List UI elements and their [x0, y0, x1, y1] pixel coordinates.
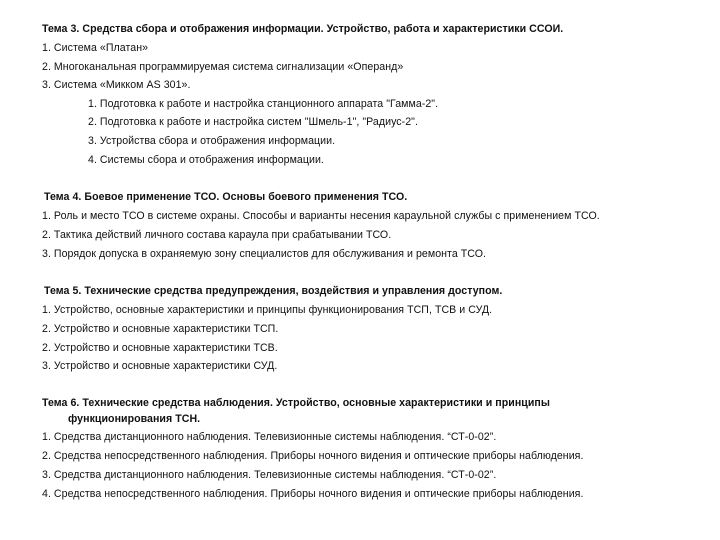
list-item: 3. Средства дистанционного наблюдения. Телевизионные системы наблюдения. “СТ-0-02”. — [42, 469, 497, 481]
list-item: 2. Средства непосредственного наблюдения. Приборы ночного видения и оптические приборы наблюдения. — [42, 450, 584, 462]
section-heading-4: Тема 4. Боевое применение ТСО. Основы боевого применения ТСО. — [44, 191, 408, 203]
list-item: 2. Тактика действий личного состава караула при срабатывании ТСО. — [42, 229, 392, 241]
list-subitem: 4. Системы сбора и отображения информации. — [88, 154, 324, 166]
list-item: 2. Устройство и основные характеристики ТСВ. — [42, 342, 278, 354]
list-item: 4. Средства непосредственного наблюдения. Приборы ночного видения и оптические приборы наблюдения. — [42, 488, 584, 500]
section-heading-3: Тема 3. Средства сбора и отображения информации. Устройство, работа и характеристики ССОИ. — [42, 23, 564, 35]
list-subitem: 1. Подготовка к работе и настройка станционного аппарата "Гамма-2". — [88, 98, 439, 110]
section-heading-5: Тема 5. Технические средства предупреждения, воздействия и управления доступом. — [44, 285, 503, 297]
list-item: 1. Средства дистанционного наблюдения. Телевизионные системы наблюдения. “СТ-0-02”. — [42, 431, 497, 443]
list-subitem: 2. Подготовка к работе и настройка систем "Шмель-1", "Радиус-2". — [88, 116, 418, 128]
list-item: 3. Система «Микком AS 301». — [42, 79, 191, 91]
list-item: 3. Устройство и основные характеристики СУД. — [42, 360, 278, 372]
list-item: 1. Устройство, основные характеристики и принципы функционирования ТСП, ТСВ и СУД. — [42, 304, 493, 316]
section-heading-6-continued: функционирования ТСН. — [68, 413, 201, 425]
section-heading-6: Тема 6. Технические средства наблюдения. Устройство, основные характеристики и принципы — [42, 397, 550, 409]
list-item: 2. Многоканальная программируемая система сигнализации «Операнд» — [42, 61, 404, 73]
list-item: 1. Роль и место ТСО в системе охраны. Способы и варианты несения караульной службы с применением ТСО. — [42, 210, 600, 222]
list-item: 2. Устройство и основные характеристики ТСП. — [42, 323, 279, 335]
list-item: 1. Система «Платан» — [42, 42, 149, 54]
list-item: 3. Порядок допуска в охраняемую зону специалистов для обслуживания и ремонта ТСО. — [42, 248, 487, 260]
list-subitem: 3. Устройства сбора и отображения информации. — [88, 135, 336, 147]
